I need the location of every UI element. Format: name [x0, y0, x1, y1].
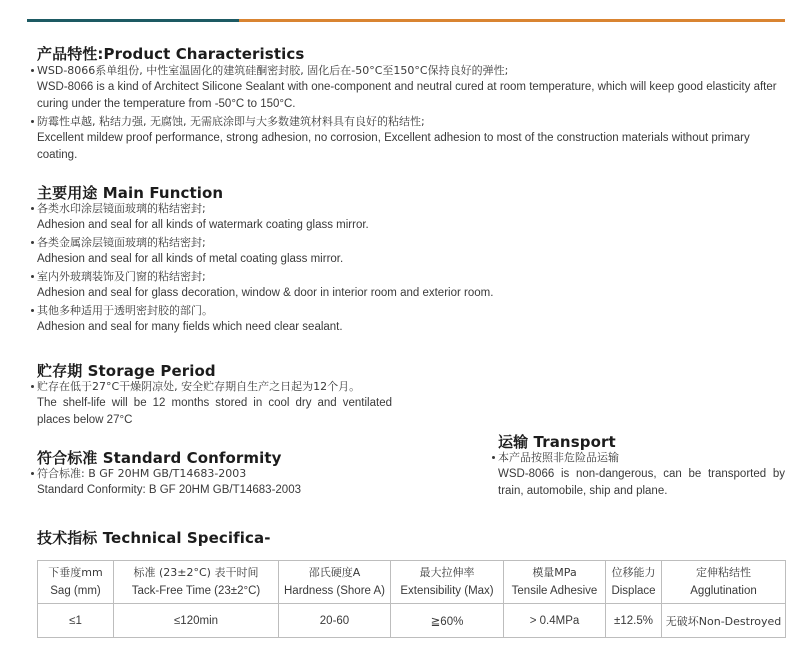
transport-heading: 运输 Transport [498, 433, 616, 451]
table-header-row [38, 561, 786, 604]
header-cell-extensibility: 最大拉伸率 Extensibility (Max) [391, 561, 504, 604]
header-cell-displace: 位移能力 Displace [606, 561, 662, 604]
storage-en: The shelf-life will be 12 months stored in cool dry and ventilated places below 27°C [37, 397, 392, 426]
value-cell-tack-free-time: ≤120min [114, 604, 279, 638]
function-item-zh-2: 各类金属涂层镜面玻璃的粘结密封; [37, 234, 797, 251]
technical-spec-table [37, 560, 786, 638]
transport-zh: 本产品按照非危险品运输 [498, 449, 785, 466]
table-value-row [38, 604, 786, 638]
main-function-text [37, 200, 797, 336]
standard-conformity-heading: 符合标准 Standard Conformity [37, 449, 282, 467]
product-characteristics-text [37, 62, 797, 164]
function-item-en-2: Adhesion and seal for all kinds of metal coating glass mirror. [37, 253, 344, 265]
product-item-zh-2: 防霉性卓越, 粘结力强, 无腐蚀, 无需底涂即与大多数建筑材料具有良好的粘结性; [37, 113, 797, 130]
header-cell-sag: 下垂度mm Sag (mm) [38, 561, 114, 604]
function-item-en-1: Adhesion and seal for all kinds of watermark coating glass mirror. [37, 219, 369, 231]
value-cell-agglutination: 无破坏Non-Destroyed [662, 604, 786, 638]
header-cell-agglutination: 定伸粘结性 Agglutination [662, 561, 786, 604]
value-cell-displace: ±12.5% [606, 604, 662, 638]
main-function-heading: 主要用途 Main Function [37, 184, 224, 202]
header-rule-orange [239, 19, 785, 22]
product-item-zh-1: WSD-8066系单组份, 中性室温固化的建筑硅酮密封胶, 固化后在-50°C至150°C保持良好的弹性; [37, 62, 797, 79]
transport-en: WSD-8066 is non-dangerous, can be transported by train, automobile, ship and plane. [498, 468, 785, 497]
product-characteristics-heading: 产品特性:Product Characteristics [37, 45, 305, 63]
product-characteristics-section [37, 43, 797, 64]
function-item-en-4: Adhesion and seal for many fields which need clear sealant. [37, 321, 343, 333]
storage-zh: 贮存在低于27°C干燥阴凉处, 安全贮存期自生产之日起为12个月。 [37, 378, 392, 395]
product-item-en-2a: Excellent mildew proof performance, strong adhesion, no corrosion, Excellent adhesion to most of the construction materials without primary [37, 132, 750, 144]
value-cell-tensile: > 0.4MPa [504, 604, 606, 638]
product-item-en-2b: coating. [37, 149, 78, 161]
header-cell-tensile: 模量MPa Tensile Adhesive [504, 561, 606, 604]
function-item-zh-3: 室内外玻璃装饰及门窗的粘结密封; [37, 268, 797, 285]
value-cell-hardness: 20-60 [279, 604, 391, 638]
technical-spec-section [37, 527, 271, 548]
function-item-zh-4: 其他多种适用于透明密封胶的部门。 [37, 302, 797, 319]
function-item-zh-1: 各类水印涂层镜面玻璃的粘结密封; [37, 200, 797, 217]
standard-en: Standard Conformity: B GF 20HM GB/T14683-2003 [37, 484, 301, 496]
transport-text [498, 449, 785, 500]
standard-conformity-text [37, 465, 392, 499]
header-cell-tack-free-time: 标准 (23±2°C) 表干时间 Tack-Free Time (23±2°C) [114, 561, 279, 604]
storage-period-text [37, 378, 392, 429]
storage-period-heading: 贮存期 Storage Period [37, 362, 216, 380]
header-cell-hardness: 邵氏硬度A Hardness (Shore A) [279, 561, 391, 604]
value-cell-sag: ≤1 [38, 604, 114, 638]
technical-spec-heading: 技术指标 Technical Specifica- [37, 529, 271, 547]
standard-zh: 符合标准: B GF 20HM GB/T14683-2003 [37, 465, 392, 482]
product-item-en-1a: WSD-8066 is a kind of Architect Silicone Sealant with one-component and neutral cured at room temperature, which will keep good elasticity after [37, 81, 777, 93]
function-item-en-3: Adhesion and seal for glass decoration, window & door in interior room and exterior room. [37, 287, 494, 299]
product-item-en-1b: curing under the temperature from -50°C to 150°C. [37, 98, 296, 110]
value-cell-extensibility: ≧60% [391, 604, 504, 638]
header-rule-teal [27, 19, 239, 22]
